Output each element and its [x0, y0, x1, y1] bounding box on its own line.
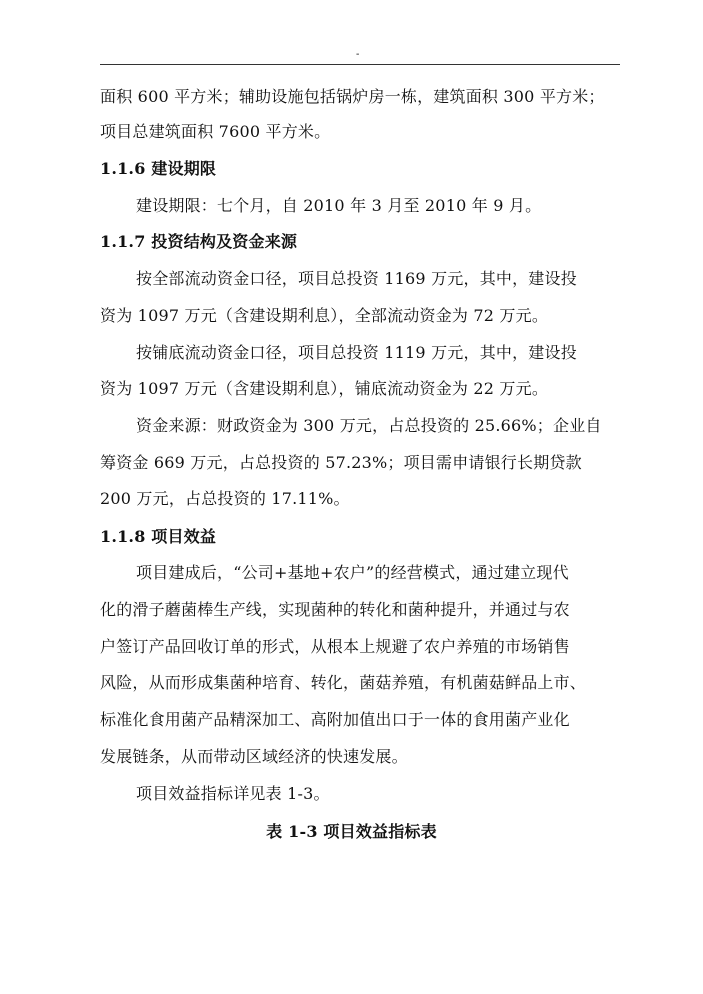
- paragraph-line: 面积 600 平方米；辅助设施包括锅炉房一栋，建筑面积 300 平方米；: [100, 87, 605, 106]
- paragraph-line: 建设期限：七个月，自 2010 年 3 月至 2010 年 9 月。: [136, 196, 542, 215]
- section-heading-1-1-7: 1.1.7 投资结构及资金来源: [100, 232, 298, 251]
- paragraph-line: 按铺底流动资金口径，项目总投资 1119 万元，其中，建设投: [136, 343, 577, 362]
- section-heading-1-1-6: 1.1.6 建设期限: [100, 159, 217, 178]
- paragraph-line: 发展链条，从而带动区域经济的快速发展。: [100, 747, 408, 766]
- paragraph-line: 项目建成后，“公司+基地+农户”的经营模式，通过建立现代: [136, 563, 569, 582]
- paragraph-line: 资为 1097 万元（含建设期利息），全部流动资金为 72 万元。: [100, 306, 549, 325]
- paragraph-line: 资金来源：财政资金为 300 万元，占总投资的 25.66%；企业自: [136, 416, 602, 435]
- paragraph-line: 筹资金 669 万元，占总投资的 57.23%；项目需申请银行长期贷款: [100, 453, 582, 472]
- paragraph-line: 200 万元，占总投资的 17.11%。: [100, 489, 350, 508]
- table-caption: 表 1-3 项目效益指标表: [266, 822, 437, 841]
- section-heading-1-1-8: 1.1.8 项目效益: [100, 527, 217, 546]
- paragraph-line: 资为 1097 万元（含建设期利息），铺底流动资金为 22 万元。: [100, 379, 549, 398]
- paragraph-line: 化的滑子蘑菌棒生产线，实现菌种的转化和菌种提升，并通过与农: [100, 600, 570, 619]
- paragraph-line: 按全部流动资金口径，项目总投资 1169 万元，其中，建设投: [136, 269, 577, 288]
- paragraph-line: 户签订产品回收订单的形式，从根本上规避了农户养殖的市场销售: [100, 637, 570, 656]
- paragraph-line: 标准化食用菌产品精深加工、高附加值出口于一体的食用菌产业化: [100, 710, 570, 729]
- paragraph-line: 项目效益指标详见表 1-3。: [136, 784, 330, 803]
- paragraph-line: 项目总建筑面积 7600 平方米。: [100, 122, 331, 141]
- paragraph-line: 风险，从而形成集菌种培育、转化，菌菇养殖，有机菌菇鲜品上市、: [100, 673, 587, 692]
- header-mark: -: [356, 49, 360, 60]
- header-rule: [100, 64, 620, 65]
